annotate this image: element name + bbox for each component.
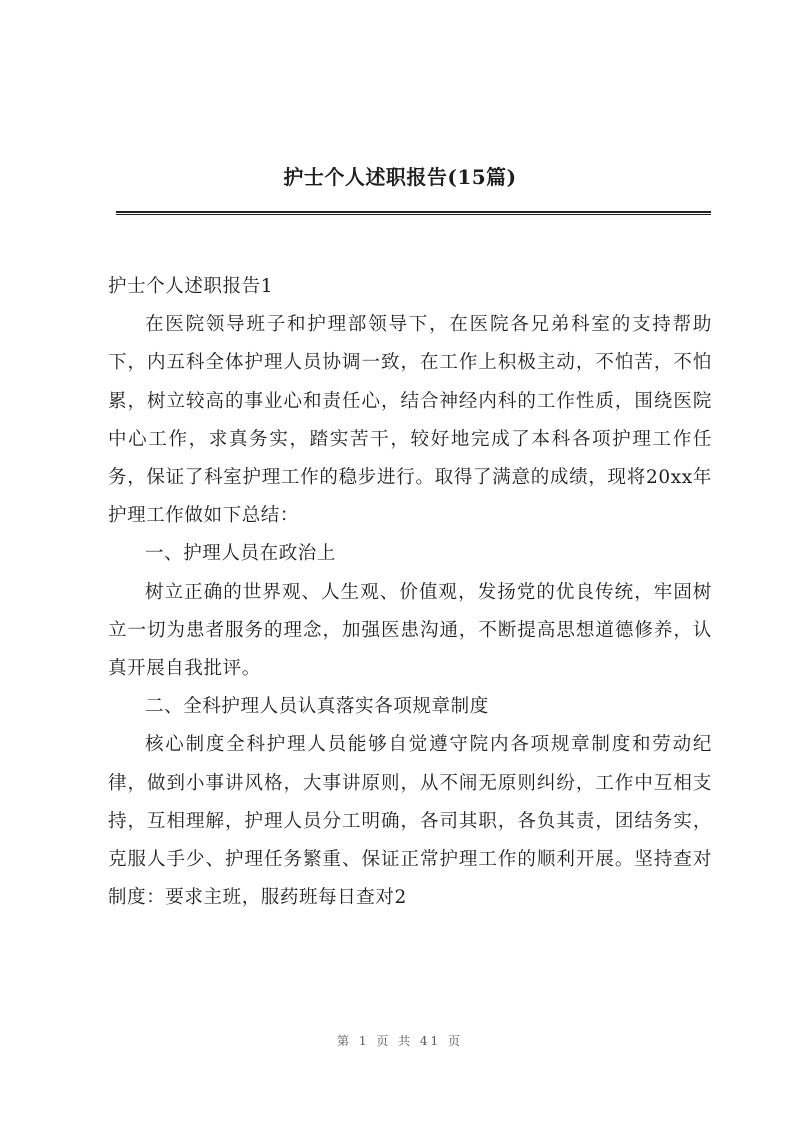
paragraph: 核心制度全科护理人员能够自觉遵守院内各项规章制度和劳动纪律，做到小事讲风格，大事讲原则，从不闹无原则纠纷，工作中互相支持，互相理解，护理人员分工明确，各司其职，各负其责，团结务实，克服人手少、护理任务繁重、保证正常护理工作的顺利开展。坚持查对制度：要求主班，服药班每日查对2 xyxy=(108,734,712,909)
subheading: 一、护理人员在政治上 xyxy=(145,543,337,565)
paragraph: 在医院领导班子和护理部领导下，在医院各兄弟科室的支持帮助下，内五科全体护理人员协调一致，在工作上积极主动，不怕苦，不怕累，树立较高的事业心和责任心，结合神经内科的工作性质，围绕医院中心工作，求真务实，踏实苦干，较好地完成了本科各项护理工作任务，保证了科室护理工作的稳步进行。取得了满意的成绩，现将20xx年护理工作做如下总结： xyxy=(108,314,712,527)
paragraph: 树立正确的世界观、人生观、价值观，发扬党的优良传统，牢固树立一切为患者服务的理念，加强医患沟通，不断提高思想道德修养，认真开展自我批评。 xyxy=(108,581,712,680)
section-heading: 护士个人述职报告1 xyxy=(108,276,274,297)
title-divider xyxy=(116,211,711,215)
document-body xyxy=(108,268,712,917)
document-title: 护士个人述职报告(15篇) xyxy=(283,165,517,189)
page-number-footer: 第 1 页 共 41 页 xyxy=(337,1034,463,1048)
subheading: 二、全科护理人员认真落实各项规章制度 xyxy=(145,696,489,718)
